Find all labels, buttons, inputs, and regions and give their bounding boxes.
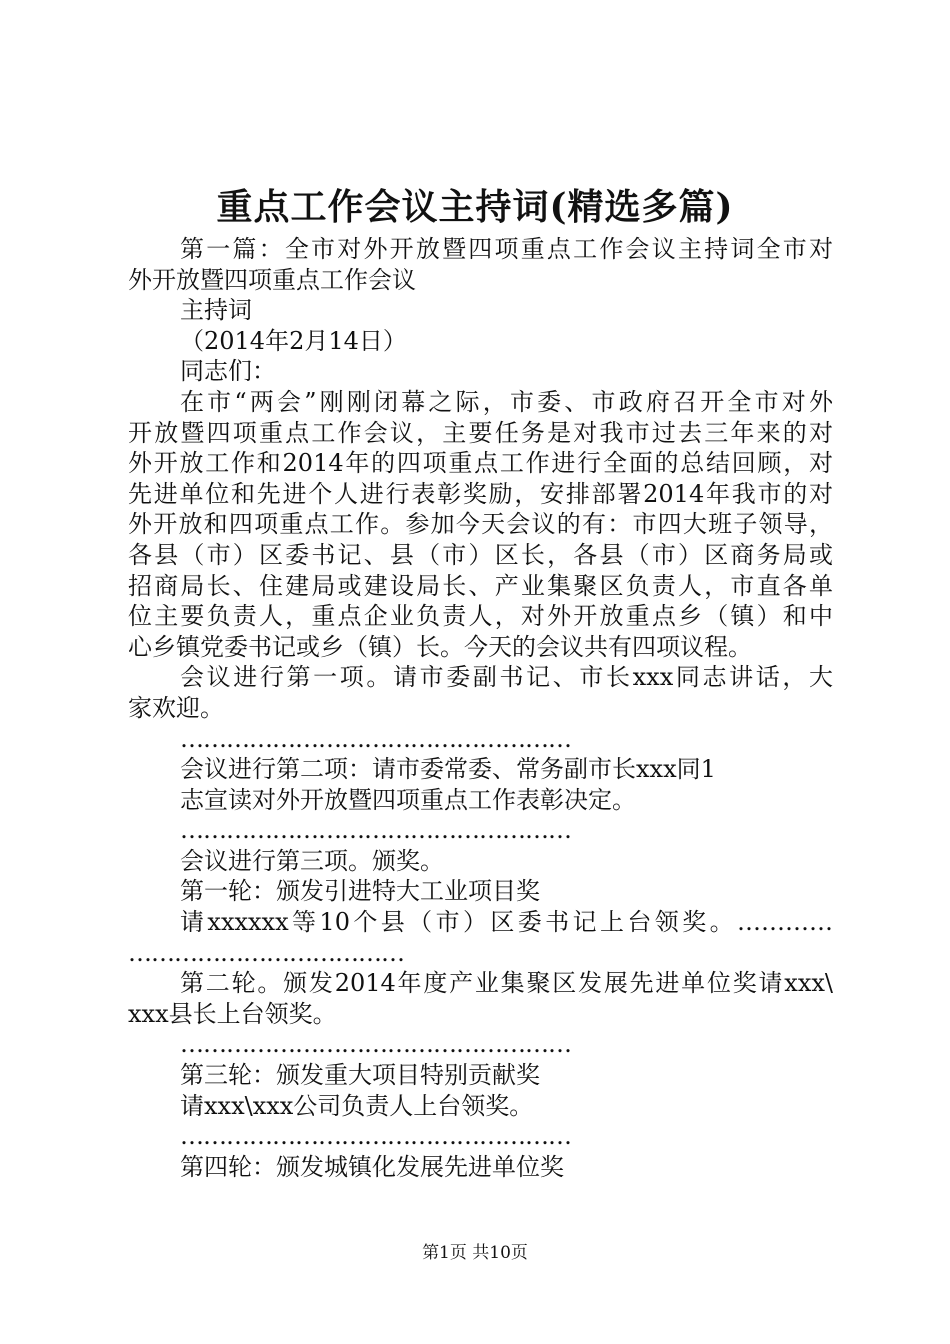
text-line: 请xxxxxx等10个县（市）区委书记上台领奖。………… bbox=[180, 908, 833, 937]
dotted-separator: ……………………………… bbox=[128, 938, 404, 967]
text-line: （2014年2月14日） bbox=[180, 326, 407, 355]
text-line: 第四轮：颁发城镇化发展先进单位奖 bbox=[180, 1152, 564, 1181]
document-body bbox=[128, 234, 833, 1182]
dotted-separator: …………………………………………… bbox=[180, 816, 571, 845]
text-line: 开放暨四项重点工作会议，主要任务是对我市过去三年来的对 bbox=[128, 418, 833, 447]
text-line: 位主要负责人，重点企业负责人，对外开放重点乡（镇）和中 bbox=[128, 602, 833, 631]
page-number-footer: 第1页 共10页 bbox=[422, 1243, 528, 1263]
text-line: 会议进行第三项。颁奖。 bbox=[180, 846, 444, 875]
text-line: 第一轮：颁发引进特大工业项目奖 bbox=[180, 877, 540, 906]
text-line: 先进单位和先进个人进行表彰奖励，安排部署2014年我市的对 bbox=[128, 479, 833, 508]
text-line: 志宣读对外开放暨四项重点工作表彰决定。 bbox=[180, 785, 636, 814]
text-line: 主持词 bbox=[180, 296, 252, 325]
text-line: 外开放工作和2014年的四项重点工作进行全面的总结回顾，对 bbox=[128, 449, 833, 478]
text-line: 在市“两会”刚刚闭幕之际，市委、市政府召开全市对外 bbox=[180, 387, 833, 416]
dotted-separator: …………………………………………… bbox=[180, 1030, 571, 1059]
text-line: xxx县长上台领奖。 bbox=[128, 999, 337, 1028]
text-line: 第二轮。颁发2014年度产业集聚区发展先进单位奖请xxx\ bbox=[180, 969, 833, 998]
text-line: 会议进行第二项：请市委常委、常务副市长xxx同1 bbox=[180, 755, 716, 784]
text-line: 第一篇：全市对外开放暨四项重点工作会议主持词全市对 bbox=[180, 235, 833, 263]
dotted-separator: …………………………………………… bbox=[180, 1122, 571, 1151]
document-title: 重点工作会议主持词(精选多篇) bbox=[216, 186, 734, 228]
text-line: 外开放暨四项重点工作会议 bbox=[128, 265, 416, 294]
dotted-separator: …………………………………………… bbox=[180, 724, 571, 753]
text-line: 招商局长、住建局或建设局长、产业集聚区负责人，市直各单 bbox=[128, 571, 833, 600]
text-line: 各县（市）区委书记、县（市）区长，各县（市）区商务局或 bbox=[128, 540, 833, 569]
text-line: 请xxx\xxx公司负责人上台领奖。 bbox=[180, 1091, 534, 1120]
text-line: 第三轮：颁发重大项目特别贡献奖 bbox=[180, 1061, 540, 1090]
text-line: 同志们： bbox=[180, 357, 276, 386]
text-line: 外开放和四项重点工作。参加今天会议的有：市四大班子领导， bbox=[128, 510, 833, 539]
text-line: 家欢迎。 bbox=[128, 693, 224, 722]
text-line: 会议进行第一项。请市委副书记、市长xxx同志讲话，大 bbox=[180, 663, 833, 692]
text-line: 心乡镇党委书记或乡（镇）长。今天的会议共有四项议程。 bbox=[128, 632, 752, 661]
